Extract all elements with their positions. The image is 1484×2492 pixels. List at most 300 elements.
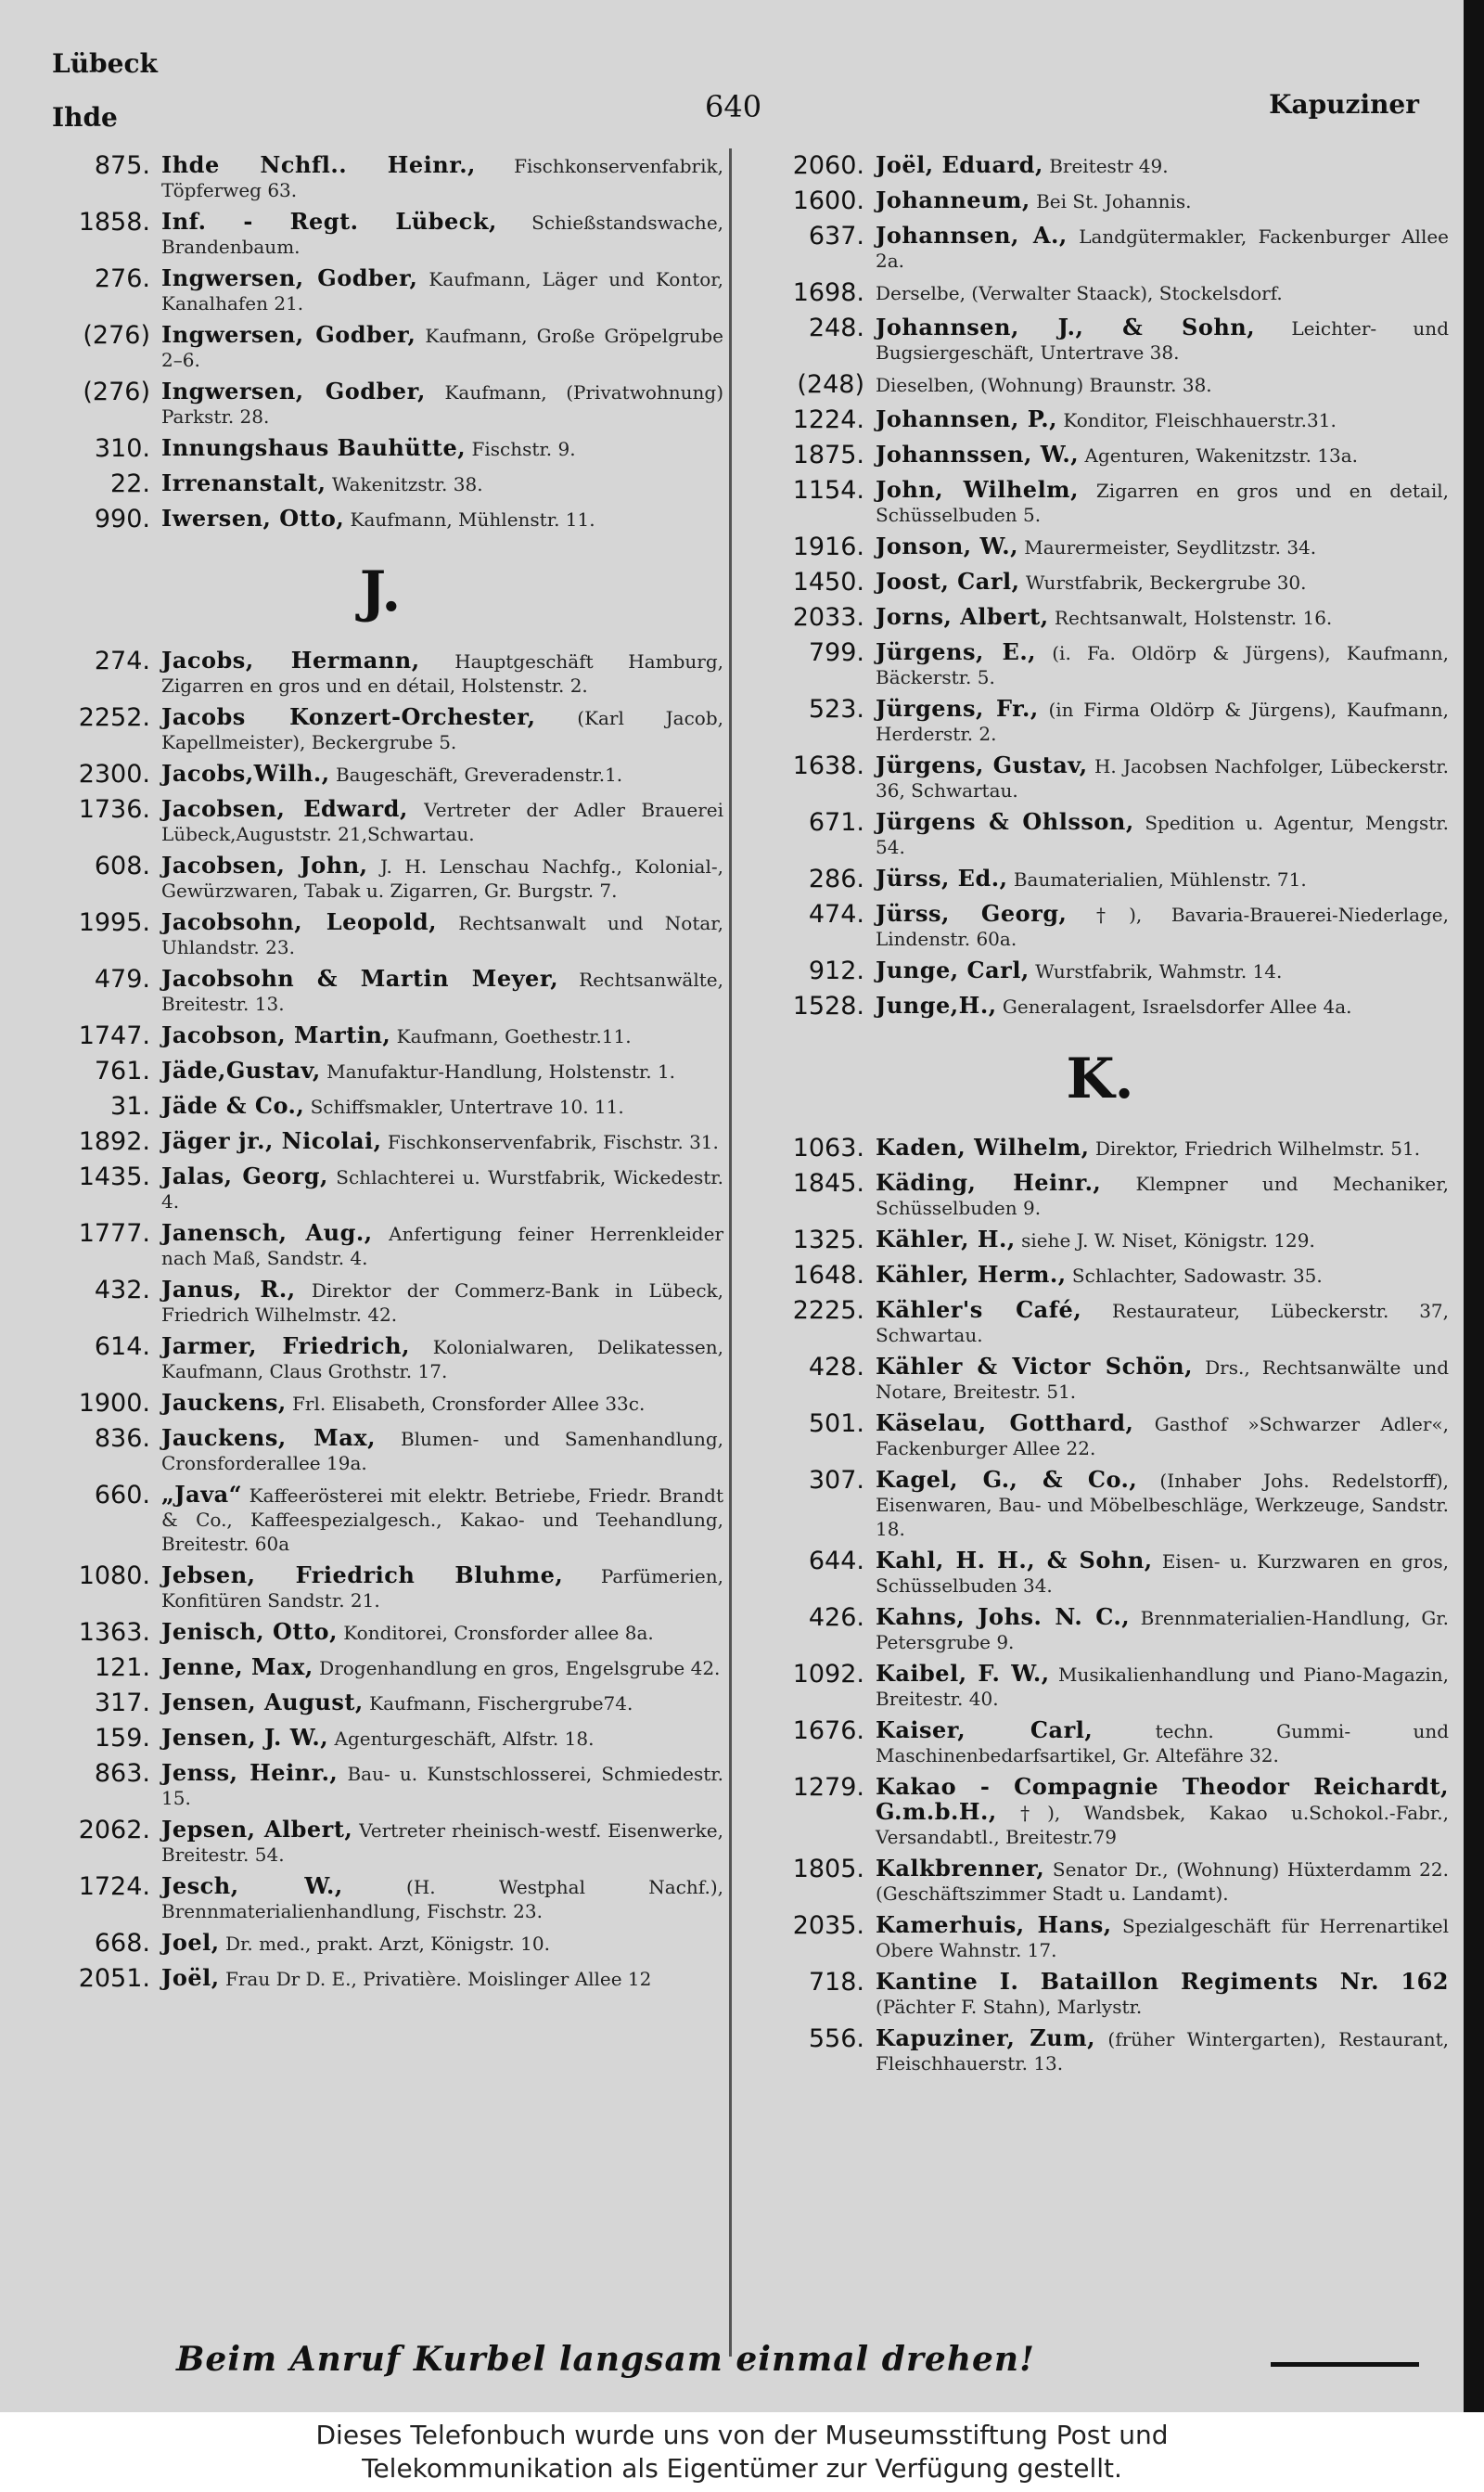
directory-entry xyxy=(751,602,1449,633)
phone-number: 2252. xyxy=(78,703,150,732)
phone-number: 121. xyxy=(94,1653,150,1682)
entry-details: Agenturen, Wakenitzstr. 13a. xyxy=(1084,444,1359,467)
entry-details: Kaffeerösterei mit elektr. Betriebe, Friedr. Brandt & Co., Kaffeespezialgesch., Kakao- und Teehandlung, Breitestr. 60a xyxy=(161,1484,723,1555)
phone-number: 1224. xyxy=(792,405,864,434)
phone-number: 1900. xyxy=(78,1389,150,1418)
directory-entry xyxy=(751,807,1449,859)
entry-text xyxy=(161,794,723,846)
entry-text xyxy=(161,1021,723,1051)
phone-number: 671. xyxy=(808,808,864,837)
entry-details: Zigarren en gros und en detail, Schüsselbuden 5. xyxy=(876,480,1450,526)
entry-text xyxy=(876,991,1449,1021)
entry-name: Jalas, Georg, xyxy=(161,1163,328,1189)
entry-name: Jäde & Co., xyxy=(161,1092,305,1119)
entry-details: Wakenitzstr. 38. xyxy=(331,473,483,495)
directory-entry xyxy=(751,277,1449,308)
directory-entry xyxy=(751,2023,1449,2075)
entry-name: Jacobs, Hermann, xyxy=(161,647,420,674)
directory-entry xyxy=(751,637,1449,689)
entry-name: Janus, R., xyxy=(161,1276,296,1303)
section-letter: K. xyxy=(1066,1047,1134,1111)
phone-number: (248) xyxy=(797,370,864,399)
entry-name: Kahl, H. H., & Sohn, xyxy=(876,1547,1153,1574)
directory-entry xyxy=(751,221,1449,273)
phone-number: 863. xyxy=(94,1759,150,1788)
entry-details: Dieselben, (Wohnung) Braunstr. 38. xyxy=(876,374,1212,396)
entry-text xyxy=(161,1480,723,1556)
entry-details: Klempner und Mechaniker, Schüsselbuden 9. xyxy=(876,1173,1449,1219)
entry-text xyxy=(161,1963,723,1994)
entry-details: Drs., Rechtsanwälte und Notare, Breitestr. 51. xyxy=(876,1356,1450,1403)
entry-name: Irrenanstalt, xyxy=(161,469,326,496)
entry-details: (in Firma Oldörp & Jürgens), Kaufmann, Herderstr. 2. xyxy=(876,699,1450,745)
directory-entry xyxy=(37,1021,723,1051)
phone-number: 310. xyxy=(94,434,150,463)
entry-name: Kakao - Compagnie Theodor Reichardt, G.m.b.H., xyxy=(876,1773,1449,1825)
entry-details: Blumen- und Samenhandlung, Cronsforderallee 19a. xyxy=(161,1428,723,1474)
directory-entry xyxy=(751,956,1449,986)
phone-number: 1892. xyxy=(78,1127,150,1156)
entry-details: Rechtsanwalt, Holstenstr. 16. xyxy=(1054,607,1333,629)
entry-details: techn. Gummi- und Maschinenbedarfsartikel, Gr. Altefähre 32. xyxy=(876,1720,1450,1766)
directory-entry xyxy=(37,1275,723,1327)
entry-details: Fischkonservenfabrik, Töpferweg 63. xyxy=(161,155,723,201)
phone-number: 501. xyxy=(808,1409,864,1438)
directory-entry xyxy=(751,1168,1449,1220)
directory-entry xyxy=(37,1056,723,1086)
header-right-keyword: Kapuziner xyxy=(1269,89,1419,120)
entry-details: Kaufmann, (Privatwohnung) Parkstr. 28. xyxy=(161,381,723,428)
phone-number: 1528. xyxy=(792,992,864,1021)
entry-text xyxy=(876,405,1449,435)
entry-name: Jacobson, Martin, xyxy=(161,1021,391,1048)
entry-name: Janensch, Aug., xyxy=(161,1219,373,1246)
directory-entry xyxy=(751,1408,1449,1460)
entry-text xyxy=(161,1218,723,1270)
entry-text xyxy=(161,377,723,429)
entry-name: Ingwersen, Godber, xyxy=(161,264,418,291)
entry-details: Frau Dr D. E., Privatière. Moislinger Allee 12 xyxy=(224,1968,652,1990)
entry-name: Jenisch, Otto, xyxy=(161,1618,338,1645)
entry-name: Kähler & Victor Schön, xyxy=(876,1353,1193,1380)
phone-number: 248. xyxy=(808,314,864,342)
entry-text xyxy=(161,1723,723,1753)
entry-name: Kaiser, Carl, xyxy=(876,1716,1094,1743)
phone-number: 1638. xyxy=(792,751,864,780)
right-column xyxy=(751,150,1449,2080)
entry-text xyxy=(161,263,723,315)
directory-entry xyxy=(751,1260,1449,1291)
phone-number: 1080. xyxy=(78,1561,150,1590)
entry-details: Generalagent, Israelsdorfer Allee 4a. xyxy=(1002,996,1352,1018)
entry-text xyxy=(161,1331,723,1383)
entry-text xyxy=(161,1871,723,1923)
entry-details: siehe J. W. Niset, Königstr. 129. xyxy=(1021,1229,1315,1252)
entry-details: H. Jacobsen Nachfolger, Lübeckerstr. 36, Schwartau. xyxy=(876,755,1450,802)
entry-name: Jensen, August, xyxy=(161,1689,364,1715)
directory-entry xyxy=(37,907,723,959)
entry-text xyxy=(161,1126,723,1157)
entry-details: Kaufmann, Fischergrube74. xyxy=(369,1692,633,1715)
phone-number: 660. xyxy=(94,1481,150,1509)
entry-name: Johannsen, A., xyxy=(876,222,1068,249)
entry-details: Baumaterialien, Mühlenstr. 71. xyxy=(1013,868,1307,891)
entry-text xyxy=(161,1275,723,1327)
directory-entry xyxy=(37,964,723,1016)
entry-text xyxy=(876,751,1449,803)
entry-name: Jesch, W., xyxy=(161,1872,343,1899)
entry-text xyxy=(876,150,1449,181)
phone-number: 1648. xyxy=(792,1261,864,1290)
phone-number: 2033. xyxy=(792,603,864,632)
entry-details: Konditorei, Cronsforder allee 8a. xyxy=(343,1622,654,1644)
entry-text xyxy=(161,320,723,372)
directory-entry xyxy=(37,794,723,846)
directory-entry xyxy=(37,263,723,315)
entry-details: Spedition u. Agentur, Mengstr. 54. xyxy=(876,812,1449,858)
entry-name: Joost, Carl, xyxy=(876,568,1020,595)
entry-text xyxy=(161,1056,723,1086)
directory-entry xyxy=(37,469,723,499)
directory-entry xyxy=(751,1910,1449,1962)
directory-entry xyxy=(751,864,1449,894)
directory-entry xyxy=(751,1133,1449,1163)
entry-details: Dr. med., prakt. Arzt, Königstr. 10. xyxy=(224,1933,550,1955)
entry-details: (H. Westphal Nachf.), Brennmaterialienhandlung, Fischstr. 23. xyxy=(161,1876,723,1922)
entry-details: Senator Dr., (Wohnung) Hüxterdamm 22. (Geschäftszimmer Stadt u. Landamt). xyxy=(876,1858,1449,1905)
slogan: Beim Anruf Kurbel langsam einmal drehen! xyxy=(176,2340,1035,2379)
entry-name: Jenss, Heinr., xyxy=(161,1759,339,1786)
phone-number: 1916. xyxy=(792,533,864,561)
entry-name: Jürss, Ed., xyxy=(876,865,1008,892)
entry-details: Konditor, Fleischhauerstr.31. xyxy=(1063,409,1337,431)
phone-number: 799. xyxy=(808,638,864,667)
directory-entry xyxy=(751,1659,1449,1711)
directory-entry xyxy=(751,1295,1449,1347)
entry-text xyxy=(876,956,1449,986)
phone-number: 1154. xyxy=(792,476,864,505)
entry-text xyxy=(876,567,1449,597)
entry-name: Kapuziner, Zum, xyxy=(876,2024,1095,2051)
entry-text xyxy=(161,433,723,464)
entry-name: Joël, xyxy=(161,1964,220,1991)
entry-name: Ihde Nchfl.. Heinr., xyxy=(161,151,476,178)
entry-details: Rechtsanwälte, Breitestr. 13. xyxy=(161,969,723,1015)
phone-number: 1724. xyxy=(78,1872,150,1901)
entry-details: Derselbe, (Verwalter Staack), Stockelsdorf. xyxy=(876,282,1283,304)
phone-number: (276) xyxy=(83,321,150,350)
directory-entry xyxy=(751,313,1449,365)
entry-details: Wurstfabrik, Wahmstr. 14. xyxy=(1035,960,1283,983)
directory-entry xyxy=(37,1758,723,1810)
phone-number: 614. xyxy=(94,1332,150,1361)
directory-entry xyxy=(37,1617,723,1648)
entry-name: Käselau, Gotthard, xyxy=(876,1409,1134,1436)
entry-details: Kaufmann, Goethestr.11. xyxy=(396,1025,632,1047)
entry-text xyxy=(876,1659,1449,1711)
directory-entry xyxy=(37,207,723,259)
entry-name: Jürss, Georg, xyxy=(876,900,1068,927)
entry-text xyxy=(876,1854,1449,1906)
entry-name: Jepsen, Albert, xyxy=(161,1816,353,1843)
entry-text xyxy=(161,1758,723,1810)
directory-entry xyxy=(751,532,1449,562)
phone-number: 761. xyxy=(94,1057,150,1085)
phone-number: 637. xyxy=(808,222,864,250)
entry-name: Jebsen, Friedrich Bluhme, xyxy=(161,1561,564,1588)
entry-details: Brennmaterialien-Handlung, Gr. Petersgrube 9. xyxy=(876,1607,1450,1653)
directory-entry xyxy=(751,1546,1449,1598)
directory-entry xyxy=(751,751,1449,803)
entry-details: Manufaktur-Handlung, Holstenstr. 1. xyxy=(326,1060,676,1083)
entry-text xyxy=(161,1162,723,1214)
phone-number: 1450. xyxy=(792,568,864,597)
footer-notice xyxy=(0,2412,1484,2492)
entry-name: Ingwersen, Godber, xyxy=(161,378,426,405)
entry-name: Kalkbrenner, xyxy=(876,1855,1045,1882)
phone-number: 990. xyxy=(94,505,150,533)
entry-text xyxy=(876,1225,1449,1255)
directory-entry xyxy=(37,1815,723,1867)
phone-number: 1875. xyxy=(792,441,864,469)
entry-details: Direktor der Commerz-Bank in Lübeck, Friedrich Wilhelmstr. 42. xyxy=(161,1279,724,1326)
phone-number: 836. xyxy=(94,1424,150,1453)
directory-entry xyxy=(37,504,723,534)
directory-entry xyxy=(751,475,1449,527)
entry-text xyxy=(876,1465,1449,1541)
directory-entry xyxy=(751,1772,1449,1849)
entry-details: Direktor, Friedrich Wilhelmstr. 51. xyxy=(1094,1137,1421,1160)
phone-number: 2225. xyxy=(792,1296,864,1325)
entry-name: Jensen, J. W., xyxy=(161,1724,329,1751)
entry-name: Jacobsohn & Martin Meyer, xyxy=(161,965,559,992)
directory-entry xyxy=(751,405,1449,435)
phone-number: (276) xyxy=(83,378,150,406)
entry-details: Anfertigung feiner Herrenkleider nach Maß, Sandstr. 4. xyxy=(161,1223,724,1269)
phone-number: 1995. xyxy=(78,908,150,937)
directory-entry xyxy=(37,1652,723,1683)
entry-text xyxy=(876,1602,1449,1654)
entry-details: †), Bavaria-Brauerei-Niederlage, Lindenstr. 60a. xyxy=(876,904,1449,950)
entry-name: Jacobs,Wilh., xyxy=(161,760,330,787)
phone-number: 2060. xyxy=(792,151,864,180)
entry-details: Vertreter der Adler Brauerei Lübeck,Auguststr. 21,Schwartau. xyxy=(161,799,724,845)
entry-name: Käding, Heinr., xyxy=(876,1169,1102,1196)
entry-details: Spezialgeschäft für Herrenartikel Obere Wahnstr. 17. xyxy=(876,1915,1449,1961)
entry-text xyxy=(876,1168,1449,1220)
directory-entry xyxy=(37,1126,723,1157)
entry-text xyxy=(876,1967,1449,2019)
entry-text xyxy=(161,759,723,790)
entry-details: Fischstr. 9. xyxy=(471,438,576,460)
entry-text xyxy=(876,532,1449,562)
entry-details: Schießstandswache, Brandenbaum. xyxy=(161,212,724,258)
entry-details: Agenturgeschäft, Alfstr. 18. xyxy=(334,1728,595,1750)
phone-number: 274. xyxy=(94,647,150,675)
entry-name: Johannssen, W., xyxy=(876,441,1080,468)
entry-name: Jenne, Max, xyxy=(161,1653,313,1680)
phone-number: 523. xyxy=(808,695,864,724)
entry-text xyxy=(161,1561,723,1612)
header-city: Lübeck xyxy=(52,48,158,79)
entry-text xyxy=(161,504,723,534)
phone-number: 2062. xyxy=(78,1816,150,1844)
phone-number: 1805. xyxy=(792,1855,864,1883)
entry-text xyxy=(876,313,1449,365)
entry-details: Breitestr 49. xyxy=(1049,155,1169,177)
entry-name: Innungshaus Bauhütte, xyxy=(161,434,467,461)
section-letter: J. xyxy=(359,559,402,624)
phone-number: 1736. xyxy=(78,795,150,824)
entry-name: Jarmer, Friedrich, xyxy=(161,1332,410,1359)
entry-name: Iwersen, Otto, xyxy=(161,505,345,532)
entry-details: Fischkonservenfabrik, Fischstr. 31. xyxy=(387,1131,719,1153)
entry-name: Jürgens, Gustav, xyxy=(876,751,1088,778)
entry-name: Kahns, Johs. N. C., xyxy=(876,1603,1131,1630)
directory-entry xyxy=(751,1715,1449,1767)
phone-number: 1845. xyxy=(792,1169,864,1198)
directory-entry xyxy=(751,991,1449,1021)
entry-details: J. H. Lenschau Nachfg., Kolonial-, Gewürzwaren, Tabak u. Zigarren, Gr. Burgstr. 7. xyxy=(161,855,723,902)
entry-details: Kolonialwaren, Delikatessen, Kaufmann, Claus Grothstr. 17. xyxy=(161,1336,723,1382)
directory-entry xyxy=(37,377,723,429)
entry-details: Musikalienhandlung und Piano-Magazin, Breitestr. 40. xyxy=(876,1663,1450,1710)
phone-number: 2300. xyxy=(78,760,150,789)
entry-details: Schiffsmakler, Untertrave 10. 11. xyxy=(310,1096,624,1118)
slogan-rule-right xyxy=(1271,2362,1419,2367)
entry-details: Vertreter rheinisch-westf. Eisenwerke, Breitestr. 54. xyxy=(161,1819,723,1866)
phone-number: 307. xyxy=(808,1466,864,1495)
phone-number: 2035. xyxy=(792,1911,864,1940)
entry-name: Jürgens, Fr., xyxy=(876,695,1039,722)
phone-number: 317. xyxy=(94,1689,150,1717)
phone-number: 159. xyxy=(94,1724,150,1753)
entry-text xyxy=(876,369,1449,400)
entry-text xyxy=(876,1546,1449,1598)
entry-text xyxy=(876,1910,1449,1962)
entry-text xyxy=(161,1652,723,1683)
directory-entry xyxy=(37,851,723,903)
phone-number: 875. xyxy=(94,151,150,180)
entry-text xyxy=(876,186,1449,216)
entry-text xyxy=(161,1423,723,1475)
phone-number: 608. xyxy=(94,852,150,880)
entry-name: Jäger jr., Nicolai, xyxy=(161,1127,382,1154)
phone-number: 31. xyxy=(110,1092,150,1121)
directory-entry xyxy=(751,1602,1449,1654)
entry-details: Kaufmann, Mühlenstr. 11. xyxy=(350,508,595,531)
entry-text xyxy=(161,964,723,1016)
entry-name: Junge,H., xyxy=(876,992,997,1019)
entry-name: Jacobsen, Edward, xyxy=(161,795,408,822)
entry-name: Kaibel, F. W., xyxy=(876,1660,1050,1687)
entry-text xyxy=(161,150,723,202)
entry-name: Johannsen, P., xyxy=(876,405,1057,432)
entry-details: Wurstfabrik, Beckergrube 30. xyxy=(1025,572,1307,594)
phone-number: 22. xyxy=(110,469,150,498)
phone-number: 644. xyxy=(808,1547,864,1575)
entry-text xyxy=(876,602,1449,633)
entry-name: Ingwersen, Godber, xyxy=(161,321,416,348)
entry-text xyxy=(876,1295,1449,1347)
directory-entry xyxy=(37,1480,723,1556)
directory-entry xyxy=(37,1218,723,1270)
entry-details: Restaurateur, Lübeckerstr. 37, Schwartau. xyxy=(876,1300,1449,1346)
directory-entry xyxy=(37,1963,723,1994)
entry-text xyxy=(876,1715,1449,1767)
entry-text xyxy=(161,907,723,959)
entry-details: Kaufmann, Läger und Kontor, Kanalhafen 21. xyxy=(161,268,723,315)
phone-number: 1063. xyxy=(792,1134,864,1163)
entry-text xyxy=(876,899,1449,951)
entry-text xyxy=(161,1617,723,1648)
entry-name: Jonson, W., xyxy=(876,533,1018,559)
entry-name: Kähler's Café, xyxy=(876,1296,1082,1323)
phone-number: 1363. xyxy=(78,1618,150,1647)
entry-text xyxy=(876,221,1449,273)
phone-number: 1325. xyxy=(792,1226,864,1254)
entry-details: Schlachterei u. Wurstfabrik, Wickedestr. 4. xyxy=(161,1166,723,1213)
phone-number: 1600. xyxy=(792,186,864,215)
entry-text xyxy=(161,851,723,903)
entry-name: Johannsen, J., & Sohn, xyxy=(876,314,1256,340)
directory-entry xyxy=(751,899,1449,951)
directory-entry xyxy=(751,1225,1449,1255)
entry-name: Johanneum, xyxy=(876,186,1030,213)
directory-entry xyxy=(37,1688,723,1718)
directory-entry xyxy=(37,320,723,372)
entry-text xyxy=(161,1091,723,1122)
entry-text xyxy=(876,807,1449,859)
entry-name: „Java“ xyxy=(161,1481,243,1508)
entry-details: Bau- u. Kunstschlosserei, Schmiedestr. 15. xyxy=(161,1763,724,1809)
directory-entry xyxy=(751,1352,1449,1404)
entry-name: Kagel, G., & Co., xyxy=(876,1466,1138,1493)
directory-entry xyxy=(751,1854,1449,1906)
directory-entry xyxy=(37,646,723,698)
phone-number: 1698. xyxy=(792,278,864,307)
entry-text xyxy=(161,1928,723,1959)
entry-text xyxy=(876,1133,1449,1163)
phone-number: 432. xyxy=(94,1276,150,1304)
directory-entry xyxy=(751,567,1449,597)
entry-details: Bei St. Johannis. xyxy=(1036,190,1192,212)
directory-entry xyxy=(37,1928,723,1959)
entry-text xyxy=(876,440,1449,470)
phone-number: 912. xyxy=(808,957,864,985)
entry-details: Drogenhandlung en gros, Engelsgrube 42. xyxy=(319,1657,721,1679)
directory-entry xyxy=(37,1871,723,1923)
entry-text xyxy=(876,694,1449,746)
directory-entry xyxy=(751,150,1449,181)
directory-entry xyxy=(37,1388,723,1419)
entry-text xyxy=(876,1352,1449,1404)
directory-entry xyxy=(751,369,1449,400)
entry-text xyxy=(161,469,723,499)
entry-name: Jürgens & Ohlsson, xyxy=(876,808,1134,835)
entry-details: Baugeschäft, Greveradenstr.1. xyxy=(335,764,623,786)
directory-entry xyxy=(37,1723,723,1753)
phone-number: 1747. xyxy=(78,1021,150,1050)
entry-text xyxy=(161,207,723,259)
entry-name: Joël, Eduard, xyxy=(876,151,1043,178)
phone-number: 1676. xyxy=(792,1716,864,1745)
directory-entry xyxy=(37,433,723,464)
phone-number: 1092. xyxy=(792,1660,864,1689)
entry-details: (früher Wintergarten), Restaurant, Fleischhauerstr. 13. xyxy=(876,2028,1449,2075)
entry-details: †), Wandsbek, Kakao u.Schokol.-Fabr., Versandabtl., Breitestr.79 xyxy=(876,1802,1450,1848)
entry-text xyxy=(161,646,723,698)
